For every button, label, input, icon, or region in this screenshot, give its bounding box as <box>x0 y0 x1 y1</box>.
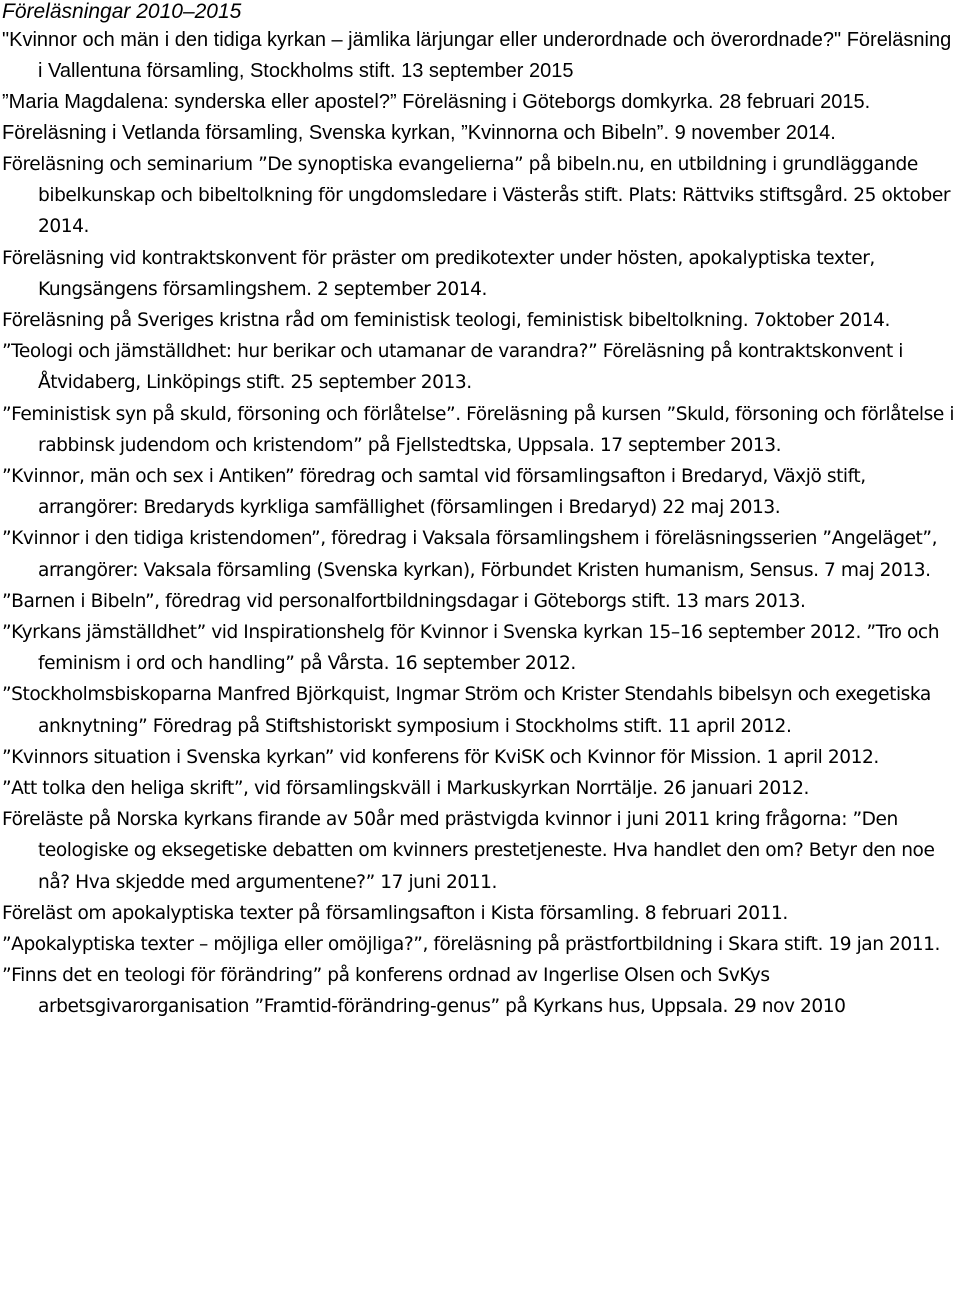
list-item: ”Barnen i Bibeln”, föredrag vid personalfortbildningsdagar i Göteborgs stift. 13 mars 2013. <box>2 590 806 612</box>
list-item: ”Apokalyptiska texter – möjliga eller omöjliga?”, föreläsning på prästfortbildning i Skara stift. 19 jan 2011. <box>2 934 941 956</box>
page-title: Föreläsningar 2010–2015 <box>2 0 242 23</box>
list-item: "Kvinnor och män i den tidiga kyrkan – jämlika lärjungar eller underordnade och överordnade?" Föreläsning i Vallentuna församling, Stockholms stift. 13 september 2015 <box>2 29 952 82</box>
list-item: Föreläsning vid kontraktskonvent för präster om predikotexter under hösten, apokalyptiska texter, Kungsängens församlingshem. 2 september 2014. <box>2 247 875 300</box>
list-item: Föreläsning och seminarium ”De synoptiska evangelierna” på bibeln.nu, en utbildning i grundläggande bibelkunskap och bibeltolkning för ungdomsledare i Västerås stift. Plats: Rättviks stiftsgård. 25 oktober 2014. <box>2 154 951 238</box>
list-item: Föreläst om apokalyptiska texter på församlingsafton i Kista församling. 8 februari 2011. <box>2 902 788 924</box>
list-item: Föreläste på Norska kyrkans firande av 50år med prästvigda kvinnor i juni 2011 kring frågorna: ”Den teologiske og eksegetiske debatten om kvinners prestetjeneste. Hva handlet den om? Betyr den noe nå? Hva skjedde med argumentene?” 17 juni 2011. <box>2 809 935 893</box>
list-item: ”Finns det en teologi för förändring” på konferens ordnad av Ingerlise Olsen och SvKys arbetsgivarorganisation ”Framtid-förändring-genus” på Kyrkans hus, Uppsala. 29 nov 2010 <box>2 965 846 1018</box>
list-item: ”Kvinnors situation i Svenska kyrkan” vid konferens för KviSK och Kvinnor för Mission. 1 april 2012. <box>2 746 879 768</box>
list-item: ”Teologi och jämställdhet: hur berikar och utamanar de varandra?” Föreläsning på kontraktskonvent i Åtvidaberg, Linköpings stift. 25 september 2013. <box>2 341 903 394</box>
list-item: Föreläsning på Sveriges kristna råd om feministisk teologi, feministisk bibeltolkning. 7oktober 2014. <box>2 310 891 332</box>
list-item: ”Kvinnor, män och sex i Antiken” föredrag och samtal vid församlingsafton i Bredaryd, Växjö stift, arrangörer: Bredaryds kyrkliga samfällighet (församlingen i Bredaryd) 22 maj 2013. <box>2 466 866 519</box>
list-item: Föreläsning i Vetlanda församling, Svenska kyrkan, ”Kvinnorna och Bibeln”. 9 november 2014. <box>2 122 836 144</box>
list-item: ”Att tolka den heliga skrift”, vid församlingskväll i Markuskyrkan Norrtälje. 26 januari 2012. <box>2 778 809 800</box>
list-item: ”Kyrkans jämställdhet” vid Inspirationshelg för Kvinnor i Svenska kyrkan 15–16 september 2012. ”Tro och feminism i ord och handling” på Vårsta. 16 september 2012. <box>2 622 940 675</box>
list-item: ”Maria Magdalena: synderska eller apostel?” Föreläsning i Göteborgs domkyrka. 28 februari 2015. <box>2 91 871 113</box>
list-item: ”Stockholmsbiskoparna Manfred Björkquist, Ingmar Ström och Krister Stendahls bibelsyn och exegetiska anknytning” Föredrag på Stiftshistoriskt symposium i Stockholms stift. 11 april 2012. <box>2 684 931 737</box>
document-page <box>2 0 957 1023</box>
list-item: ”Feministisk syn på skuld, försoning och förlåtelse”. Föreläsning på kursen ”Skuld, försoning och förlåtelse i rabbinsk judendom och kristendom” på Fjellstedtska, Uppsala. 17 september 2013. <box>2 403 955 456</box>
list-item: ”Kvinnor i den tidiga kristendomen”, föredrag i Vaksala församlingshem i föreläsningsserien ”Angeläget”, arrangörer: Vaksala församling (Svenska kyrkan), Förbundet Kristen humanism, Sensus. 7 maj 2013. <box>2 528 938 581</box>
